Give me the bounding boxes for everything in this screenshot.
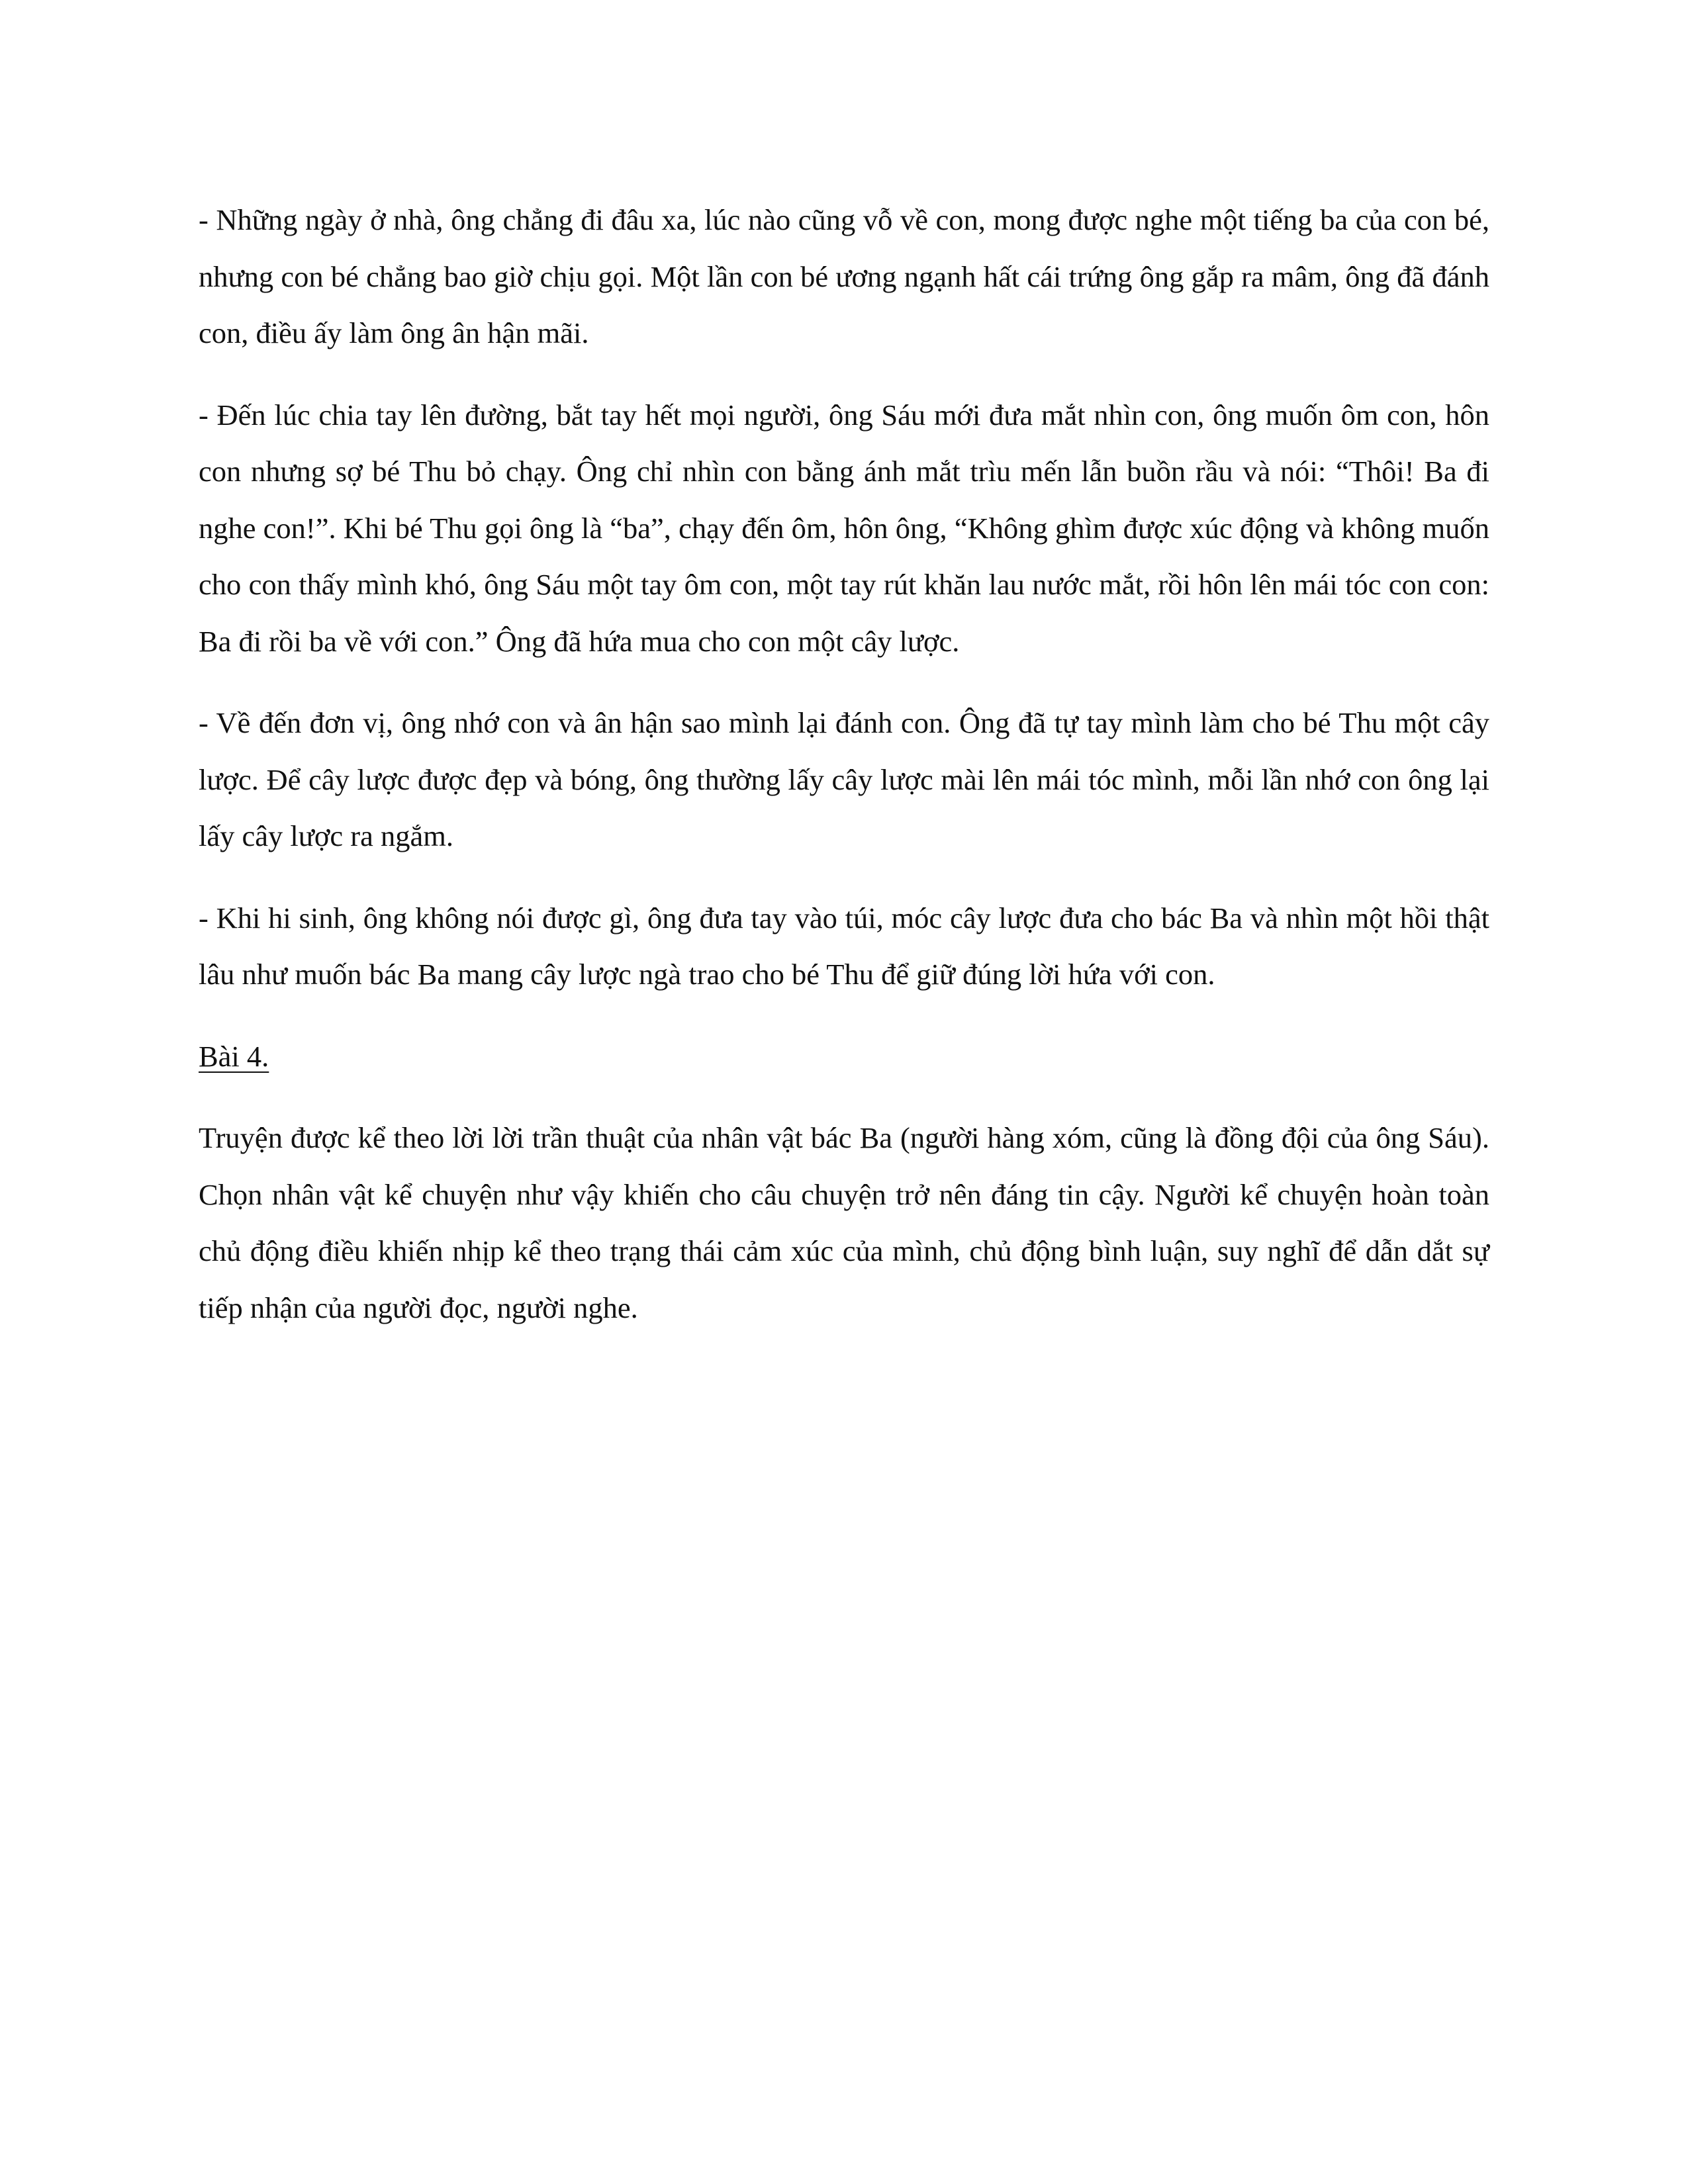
document-page xyxy=(199,192,1489,1361)
paragraph-sacrifice: - Khi hi sinh, ông không nói được gì, ông đưa tay vào túi, móc cây lược đưa cho bác Ba và nhìn một hồi thật lâu như muốn bác Ba mang cây lược ngà trao cho bé Thu để giữ đúng lời hứa với con. xyxy=(199,901,1489,991)
paragraph-home-days: - Những ngày ở nhà, ông chẳng đi đâu xa, lúc nào cũng vỗ về con, mong được nghe một tiếng ba của con bé, nhưng con bé chẳng bao giờ chịu gọi. Một lần con bé ương ngạnh hất cái trứng ông gắp ra mâm, ông đã đánh con, điều ấy làm ông ân hận mãi. xyxy=(199,203,1489,349)
paragraph-comb-making: - Về đến đơn vị, ông nhớ con và ân hận sao mình lại đánh con. Ông đã tự tay mình làm cho bé Thu một cây lược. Để cây lược được đẹp và bóng, ông thường lấy cây lược mài lên mái tóc mình, mỗi lần nhớ con ông lại lấy cây lược ra ngắm. xyxy=(199,706,1489,852)
paragraph-farewell: - Đến lúc chia tay lên đường, bắt tay hết mọi người, ông Sáu mới đưa mắt nhìn con, ông muốn ôm con, hôn con nhưng sợ bé Thu bỏ chạy. Ông chỉ nhìn con bằng ánh mắt trìu mến lẫn buồn rầu và nói: “Thôi! Ba đi nghe con!”. Khi bé Thu gọi ông là “ba”, chạy đến ôm, hôn ông, “Không ghìm được xúc động và không muốn cho con thấy mình khó, ông Sáu một tay ôm con, một tay rút khăn lau nước mắt, rồi hôn lên mái tóc con con: Ba đi rồi ba về với con.” Ông đã hứa mua cho con một cây lược. xyxy=(199,398,1489,658)
paragraph-narrator-answer: Truyện được kể theo lời lời trần thuật của nhân vật bác Ba (người hàng xóm, cũng là đồng đội của ông Sáu). Chọn nhân vật kể chuyện như vậy khiến cho câu chuyện trở nên đáng tin cậy. Người kể chuyện hoàn toàn chủ động điều khiến nhịp kể theo trạng thái cảm xúc của mình, chủ động bình luận, suy nghĩ để dẫn dắt sự tiếp nhận của người đọc, người nghe. xyxy=(199,1121,1489,1324)
exercise-heading: Bài 4. xyxy=(199,1039,269,1073)
